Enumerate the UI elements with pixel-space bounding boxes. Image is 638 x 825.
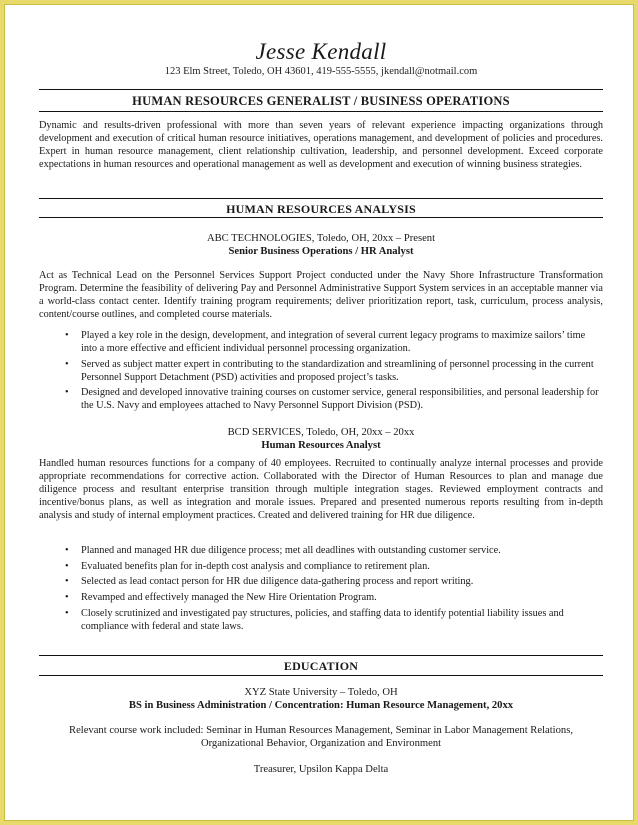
summary-paragraph: Dynamic and results-driven professional with more than seven years of relevant experience impacting organizations through development and execution of critical human resource initiatives, operations management, and development of policies and procedures. Expert in human resource management, client relationship cultivation, leadership, and personnel development. Exceed corporate expectations in human resources and operational management as well as development and execution of winning business strategies. (39, 120, 603, 171)
divider (39, 89, 603, 90)
section-title-education: EDUCATION (283, 659, 359, 673)
divider (39, 111, 603, 112)
activity: Treasurer, Upsilon Kappa Delta (253, 764, 389, 775)
list-item: • Closely scrutinized and investigated pay structures, policies, and staffing data to identify potential liability issues and compliance with federal and state laws. (81, 608, 603, 634)
job2-bullet-list (39, 545, 603, 636)
list-item: • Evaluated benefits plan for in-depth cost analysis and compliance to retirement plan. (81, 561, 603, 574)
list-item: • Revamped and effectively managed the New Hire Orientation Program. (81, 592, 603, 605)
job2-company: BCD SERVICES, Toledo, OH, 20xx – 20xx (227, 427, 415, 438)
resume-page (4, 4, 634, 821)
degree: BS in Business Administration / Concentration: Human Resource Management, 20xx (128, 700, 514, 711)
divider (39, 217, 603, 218)
candidate-name: Jesse Kendall (255, 39, 387, 64)
job1-title: Senior Business Operations / HR Analyst (228, 246, 414, 257)
list-item: • Planned and managed HR due diligence process; met all deadlines with outstanding customer service. (81, 545, 603, 558)
list-item: • Played a key role in the design, development, and integration of several current legacy programs to maximize sailors’ time into a more effective and efficient individual personnel processing organization. (81, 330, 603, 356)
coursework: Relevant course work included: Seminar in Human Resources Management, Seminar in Labor Management Relations, Organizational Behavior, Organization and Environment (69, 725, 573, 749)
headline: HUMAN RESOURCES GENERALIST / BUSINESS OPERATIONS (132, 94, 510, 108)
job2-title: Human Resources Analyst (261, 440, 381, 451)
contact-line: 123 Elm Street, Toledo, OH 43601, 419-555-5555, jkendall@notmail.com (164, 66, 478, 77)
school-name: XYZ State University – Toledo, OH (244, 687, 398, 698)
list-item: • Designed and developed innovative training courses on customer service, general responsibilities, and personal leadership for the U.S. Navy and employees attached to Navy Personnel Support Division (PSD). (81, 387, 603, 413)
section-title-analysis: HUMAN RESOURCES ANALYSIS (226, 202, 416, 216)
divider (39, 675, 603, 676)
job1-company: ABC TECHNOLOGIES, Toledo, OH, 20xx – Present (206, 233, 436, 244)
divider (39, 655, 603, 656)
job1-bullet-list (39, 330, 603, 416)
job2-description: Handled human resources functions for a company of 40 employees. Recruited to continually analyze internal processes and provide appropriate recommendations for corrective action. Collaborated with the Director of Human Resources to plan and manage due diligence process and resultant enterprise transition through multiple integration stages. Reviewed employment contracts and incentive/bonus plans, as well as integration and morale issues. Prepared and presented numerous reports resulting from in-depth analysis and study of internal employment practices. Created and delivered training for HR due diligence. (39, 458, 603, 522)
job1-description: Act as Technical Lead on the Personnel Services Support Project conducted under the Navy Shore Infrastructure Transformation Program. Determine the feasibility of delivering Pay and Personnel Administrative Support System services in an acceptable manner via a world-class contact center. Identify training program requirements; deliver prioritization report, task, curriculum, process analysis, content/course outlines, and completed course materials. (39, 270, 603, 321)
list-item: • Selected as lead contact person for HR due diligence data-gathering process and report writing. (81, 576, 603, 589)
divider (39, 198, 603, 199)
list-item: • Served as subject matter expert in contributing to the standardization and streamlining of personnel processing in the current Personnel Support Detachment (PSD) activities and proposed project’s tasks. (81, 359, 603, 385)
